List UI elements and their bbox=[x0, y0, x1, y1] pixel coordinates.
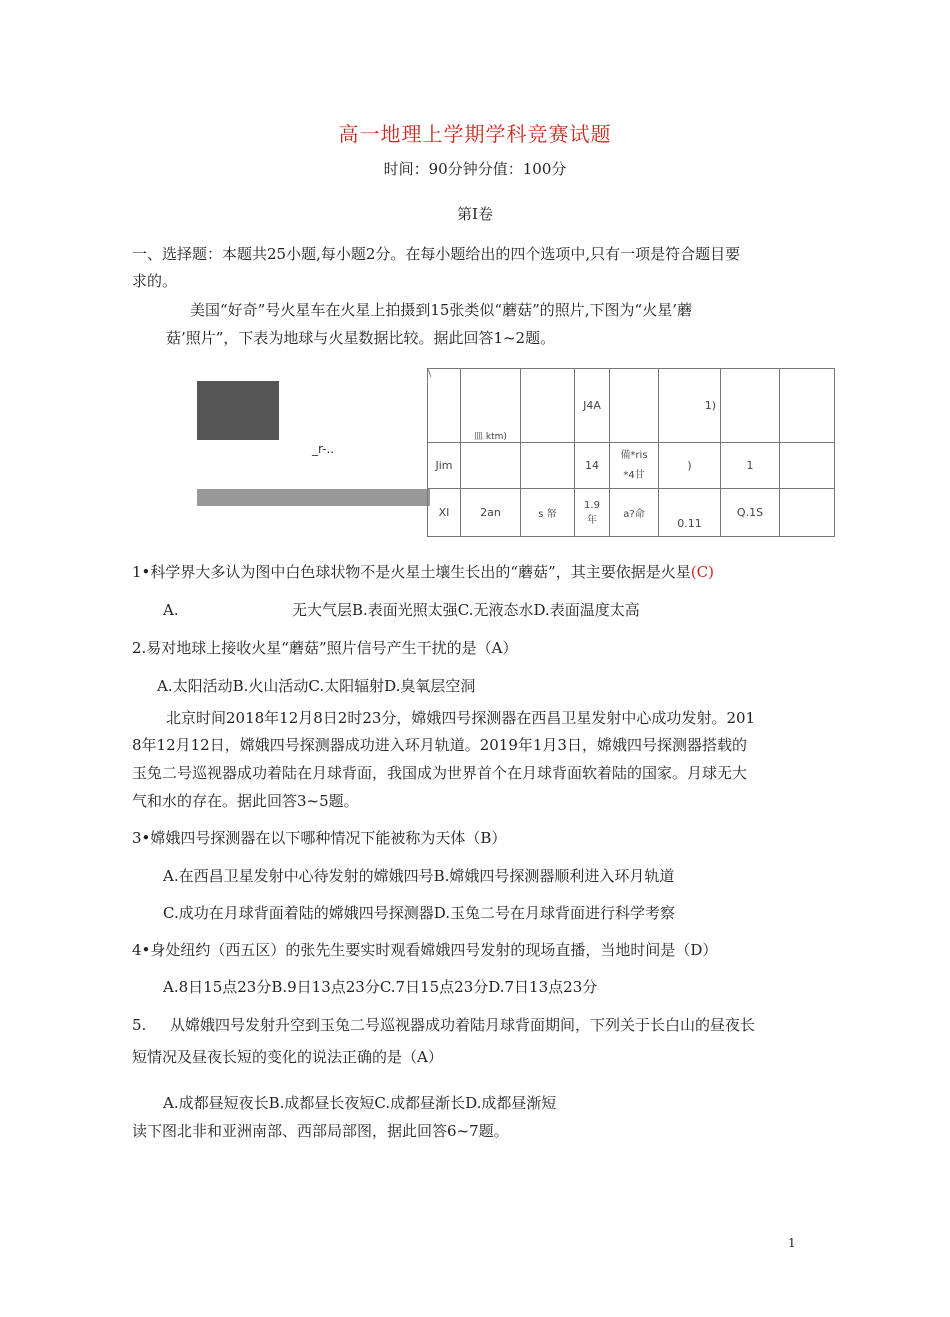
passage2-line3: 玉兔二号巡视器成功着陆在月球背面，我国成为世界首个在月球背面软着陆的国家。月球无大 bbox=[132, 764, 748, 782]
q3-options-line2: C.成功在月球背面着陆的嫦娥四号探测器D.玉兔二号在月球背面进行科学考察 bbox=[163, 904, 675, 922]
figure-caption: _r-.. bbox=[312, 442, 335, 456]
page-number: 1 bbox=[788, 1236, 796, 1250]
q1-stem: 1•科学界大多认为图中白色球状物不是火星土壤生长出的“蘑菇”，其主要依据是火星 bbox=[132, 563, 691, 581]
q1-answer: (C) bbox=[690, 563, 714, 581]
table-cell: s 帑 bbox=[521, 489, 575, 537]
table-cell bbox=[521, 443, 575, 489]
q4-options: A.8日15点23分B.9日13点23分C.7日15点23分D.7日13点23分 bbox=[163, 978, 598, 996]
passage2-line4: 气和水的存在。据此回答3~5题。 bbox=[132, 792, 359, 810]
passage2-line1: 北京时间2018年12月8日2时23分，嫦娥四号探测器在西昌卫星发射中心成功发射。201 bbox=[166, 709, 756, 727]
table-cell bbox=[521, 369, 575, 443]
section-intro-line1: 一、选择题：本题共25小题,每小题2分。在每小题给出的四个选项中,只有一项是符合题目要 bbox=[132, 245, 741, 263]
q5-stem-line1: 从嫦娥四号发射升空到玉兔二号巡视器成功着陆月球背面期间，下列关于长白山的昼夜长 bbox=[170, 1016, 756, 1034]
q3-stem: 3•嫦娥四号探测器在以下哪种情况下能被称为天体（B） bbox=[132, 829, 507, 847]
passage1-line1: 美国“好奇”号火星车在火星上拍摄到15张类似“蘑菇”的照片,下图为“火星’蘑 bbox=[190, 301, 692, 319]
table-cell: 1 bbox=[721, 443, 780, 489]
section-intro-line2: 求的。 bbox=[132, 272, 178, 290]
table-cell: 14 bbox=[575, 443, 610, 489]
q2-stem: 2.易对地球上接收火星“蘑菇”照片信号产生干扰的是（A） bbox=[132, 639, 518, 657]
q2-options: A.太阳活动B.火山活动C.太阳辐射D.臭氧层空洞 bbox=[157, 677, 476, 695]
table-row bbox=[428, 443, 835, 489]
volume-label: 第I卷 bbox=[457, 205, 493, 223]
table-cell: J4A bbox=[575, 369, 610, 443]
q3-options-line1: A.在西昌卫星发射中心待发射的嫦娥四号B.嫦娥四号探测器顺利进入环月轨道 bbox=[163, 867, 675, 885]
passage1-line2: 菇’照片”，下表为地球与火星数据比较。据此回答1~2题。 bbox=[166, 329, 556, 347]
table-cell bbox=[780, 369, 835, 443]
table-row bbox=[428, 489, 835, 537]
table-cell bbox=[780, 443, 835, 489]
table-cell: XI bbox=[428, 489, 461, 537]
table-row bbox=[428, 369, 835, 443]
table-cell: 皿 ktm) bbox=[461, 369, 521, 443]
q4-stem: 4•身处纽约（西五区）的张先生要实时观看嫦娥四号发射的现场直播，当地时间是（D） bbox=[132, 941, 718, 959]
table-cell-line: 備*ris bbox=[620, 449, 648, 461]
table-cell: Jim bbox=[428, 443, 461, 489]
q1-options: 无大气层B.表面光照太强C.无液态水D.表面温度太高 bbox=[292, 601, 640, 619]
earth-mars-data-table bbox=[427, 368, 835, 537]
q1-option-a: A. bbox=[163, 601, 179, 619]
table-cell: 0.11 bbox=[659, 489, 721, 537]
table-cell bbox=[780, 489, 835, 537]
table-cell: a?命 bbox=[610, 489, 659, 537]
table-cell: ) bbox=[659, 443, 721, 489]
table-cell: 1) bbox=[659, 369, 721, 443]
table-cell: Q.1S bbox=[721, 489, 780, 537]
table-cell-line: *4甘 bbox=[623, 469, 645, 481]
passage2-line2: 8年12月12日，嫦娥四号探测器成功进入环月轨道。2019年1月3日，嫦娥四号探测器搭载的 bbox=[132, 736, 747, 754]
q1-stem-line bbox=[132, 558, 714, 586]
table-cell bbox=[721, 369, 780, 443]
table-cell: \ bbox=[428, 369, 461, 443]
table-cell: 2an bbox=[461, 489, 521, 537]
q5-number: 5. bbox=[132, 1016, 147, 1034]
table-cell bbox=[610, 369, 659, 443]
mars-photo-placeholder bbox=[197, 381, 279, 440]
page-title: 高一地理上学期学科竞赛试题 bbox=[338, 122, 612, 146]
table-cell-line: 年 bbox=[587, 514, 597, 526]
table-cell bbox=[575, 489, 610, 537]
table-cell-line: 1.9 bbox=[584, 499, 600, 511]
q5-stem-line2: 短情况及昼夜长短的变化的说法正确的是（A） bbox=[132, 1048, 443, 1066]
q5-options: A.成都昼短夜长B.成都昼长夜短C.成都昼渐长D.成都昼渐短 bbox=[163, 1094, 557, 1112]
table-cell bbox=[610, 443, 659, 489]
table-cell bbox=[461, 443, 521, 489]
time-score: 时间：90分钟分值：100分 bbox=[383, 160, 567, 178]
figure-bar bbox=[197, 489, 430, 506]
passage3-line1: 读下图北非和亚洲南部、西部局部图，据此回答6~7题。 bbox=[132, 1122, 509, 1140]
